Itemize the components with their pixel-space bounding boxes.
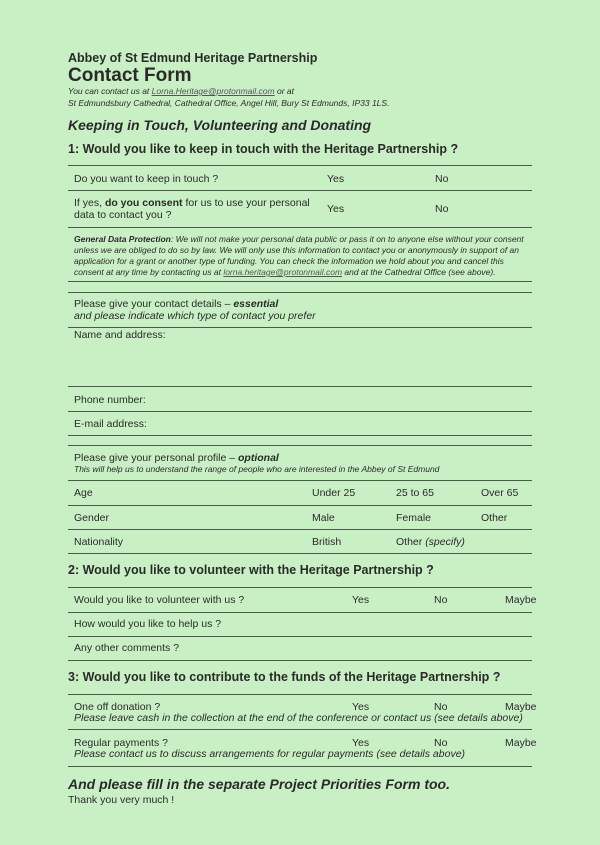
one-off-yes[interactable]: Yes [352,701,370,713]
divider [68,435,532,436]
regular-yes[interactable]: Yes [352,737,370,749]
regular-note: Please contact us to discuss arrangements for regular payments (see details above) [74,748,466,760]
gender-label: Gender [74,512,110,524]
section-2-heading: 2: Would you like to volunteer with the Heritage Partnership ? [68,563,434,577]
divider [68,445,532,446]
nationality-option[interactable]: British [312,536,342,548]
section-3-heading: 3: Would you like to contribute to the funds of the Heritage Partnership ? [68,670,501,684]
divider [68,281,532,282]
one-off-note: Please leave cash in the collection at the end of the conference or contact us (see details above) [74,712,523,724]
contact-details-prompt: Please give your contact details – essential [74,298,279,310]
one-off-no[interactable]: No [434,701,448,713]
divider [68,694,532,695]
name-address-field[interactable]: Name and address: [74,329,166,341]
divider [68,587,532,588]
gender-option[interactable]: Male [312,512,335,524]
age-option[interactable]: 25 to 65 [396,487,434,499]
profile-prompt: Please give your personal profile – optional [74,452,279,464]
divider [68,411,532,412]
divider [68,636,532,637]
subtitle: Keeping in Touch, Volunteering and Donating [68,117,372,133]
phone-field[interactable]: Phone number: [74,394,146,406]
regular-maybe[interactable]: Maybe [505,737,537,749]
divider [68,327,532,328]
gender-option[interactable]: Female [396,512,432,524]
email-field[interactable]: E-mail address: [74,418,147,430]
divider [68,190,532,191]
volunteer-yes[interactable]: Yes [352,594,370,606]
volunteer-maybe[interactable]: Maybe [505,594,537,606]
contact-line-1: You can contact us at Lorna.Heritage@protonmail.com or at [68,86,294,96]
divider [68,292,532,293]
divider [68,766,532,767]
gender-option[interactable]: Other [481,512,508,524]
keep-in-touch-question: Do you want to keep in touch ? [74,173,219,185]
gdpr-email-link[interactable]: lorna.heritage@protonmail.com [223,267,343,277]
consent-question: If yes, do you consent for us to use your personal [74,197,310,209]
comments-field[interactable]: Any other comments ? [74,642,180,654]
divider [68,165,532,166]
divider [68,729,532,730]
consent-yes[interactable]: Yes [327,203,345,215]
regular-question: Regular payments ? [74,737,168,749]
consent-no[interactable]: No [435,203,449,215]
keep-in-touch-no[interactable]: No [435,173,449,185]
divider [68,227,532,228]
volunteer-no[interactable]: No [434,594,448,606]
contact-address: St Edmundsbury Cathedral, Cathedral Office, Angel Hill, Bury St Edmunds, IP33 1LS. [68,98,390,108]
help-field[interactable]: How would you like to help us ? [74,618,222,630]
one-off-question: One off donation ? [74,701,161,713]
consent-question-line2: data to contact you ? [74,209,172,221]
divider [68,529,532,530]
closing-note: And please fill in the separate Project Priorities Form too. [68,776,450,792]
contact-email-link[interactable]: Lorna.Heritage@protonmail.com [151,86,275,96]
divider [68,660,532,661]
keep-in-touch-yes[interactable]: Yes [327,173,345,185]
org-name: Abbey of St Edmund Heritage Partnership [68,51,318,65]
divider [68,505,532,506]
page-title: Contact Form [68,65,192,86]
section-1-heading: 1: Would you like to keep in touch with the Heritage Partnership ? [68,142,459,156]
age-label: Age [74,487,93,499]
divider [68,386,532,387]
age-option[interactable]: Over 65 [481,487,519,499]
gdpr-notice: General Data Protection: We will not make your personal data public or pass it on to anyone else without your consent unless we are obliged to do so by law. We will only use this information to contact you or anonymously in support of an application for a grant or another type of funding. You can check the information we hold about you and cancel this consent at any time by contacting us at lorna.heritage@protonmail.com and at the Cathedral Office (see above). [74,234,524,277]
divider [68,612,532,613]
profile-sub: This will help us to understand the range of people who are interested in the Abbey of St Edmund [74,464,440,474]
nationality-label: Nationality [74,536,124,548]
regular-no[interactable]: No [434,737,448,749]
contact-details-sub: and please indicate which type of contact you prefer [74,310,316,322]
divider [68,480,532,481]
volunteer-question: Would you like to volunteer with us ? [74,594,245,606]
nationality-option[interactable]: Other (specify) [396,536,465,548]
divider [68,553,532,554]
thanks-text: Thank you very much ! [68,794,175,806]
age-option[interactable]: Under 25 [312,487,356,499]
one-off-maybe[interactable]: Maybe [505,701,537,713]
